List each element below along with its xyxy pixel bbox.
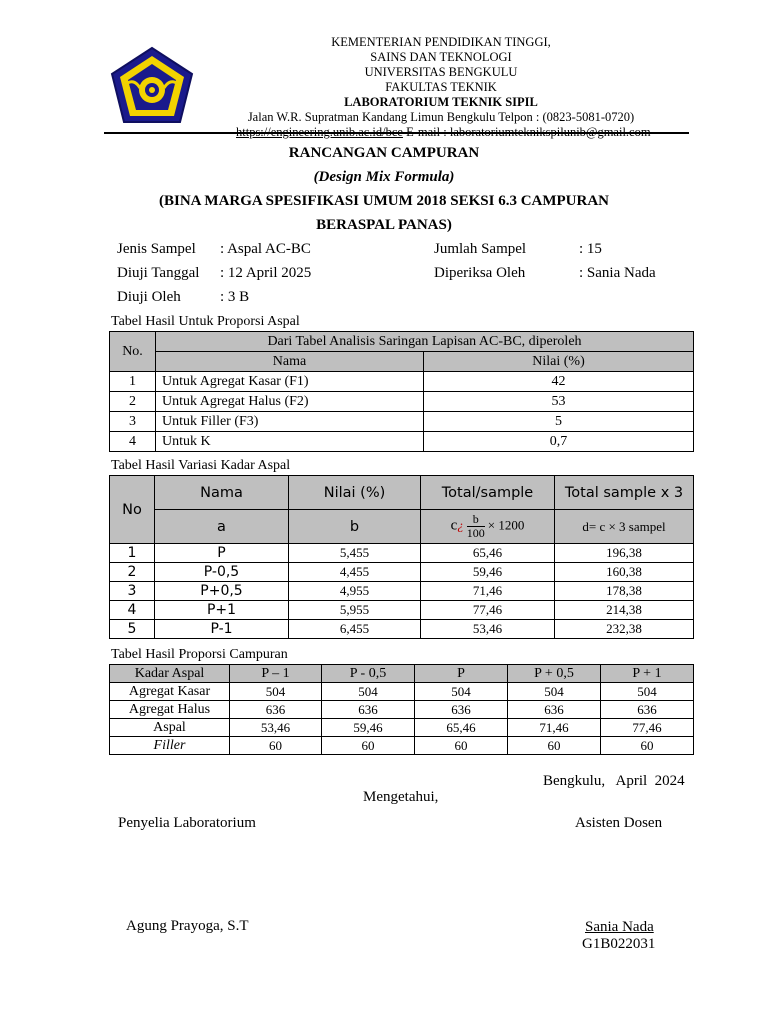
cell-value: 60 xyxy=(230,737,322,755)
diuji-tanggal-label: Diuji Tanggal xyxy=(117,265,200,281)
fraction-numerator: b xyxy=(467,513,485,527)
right-signer-role: Asisten Dosen xyxy=(575,815,663,831)
cell-nama: P-0,5 xyxy=(155,563,289,582)
cell-no: 3 xyxy=(110,582,155,601)
cell-total: 65,46 xyxy=(421,544,555,563)
cell-value: 59,46 xyxy=(322,719,415,737)
diuji-oleh-label: Diuji Oleh xyxy=(117,289,181,305)
jumlah-sampel-value: : 15 xyxy=(579,241,602,257)
header-kadar-aspal: Kadar Aspal xyxy=(110,665,230,683)
email-label: E-mail : xyxy=(402,125,450,139)
cell-nilai: 5,955 xyxy=(289,601,421,620)
fraction-denominator: 100 xyxy=(466,526,485,540)
cell-total: 77,46 xyxy=(421,601,555,620)
cell-value: 504 xyxy=(508,683,601,701)
cell-nama: Untuk K xyxy=(156,432,424,452)
cell-value: 77,46 xyxy=(601,719,694,737)
table-row xyxy=(110,563,694,582)
cell-nama: Untuk Filler (F3) xyxy=(156,412,424,432)
header-p-plus-1: P + 1 xyxy=(601,665,694,683)
sub-header-a: a xyxy=(155,510,289,544)
cell-value: 636 xyxy=(322,701,415,719)
left-signer-role: Penyelia Laboratorium xyxy=(118,815,256,831)
cell-total3: 232,38 xyxy=(555,620,694,639)
institution-header xyxy=(236,35,651,140)
cell-total: 71,46 xyxy=(421,582,555,601)
cell-no: 4 xyxy=(110,432,156,452)
cell-nilai: 42 xyxy=(424,372,694,392)
cell-no: 3 xyxy=(110,412,156,432)
col-nilai-header: Nilai (%) xyxy=(289,476,421,510)
website-link[interactable]: https://engineering.unib.ac.id/bce xyxy=(236,125,403,139)
col-nilai-header: Nilai (%) xyxy=(424,352,694,372)
email-link[interactable]: laboratoriumteknikspilunib@gmail.com xyxy=(449,125,651,139)
address: Jalan W.R. Supratman Kandang Limun Bengkulu Telpon : (0823-5081-0720) xyxy=(247,110,635,124)
table-row xyxy=(110,683,694,701)
lab-name: LABORATORIUM TEKNIK SIPIL xyxy=(344,95,538,109)
cell-value: 504 xyxy=(601,683,694,701)
table-row xyxy=(110,701,694,719)
doc-spec-line-1: (BINA MARGA SPESIFIKASI UMUM 2018 SEKSI 6.3 CAMPURAN xyxy=(158,193,610,209)
cell-nama: P-1 xyxy=(155,620,289,639)
diuji-oleh-value: : 3 B xyxy=(220,289,250,305)
row-label: Aspal xyxy=(110,719,230,737)
row-label: Agregat Kasar xyxy=(110,683,230,701)
cell-total3: 214,38 xyxy=(555,601,694,620)
cell-total: 53,46 xyxy=(421,620,555,639)
cell-value: 53,46 xyxy=(230,719,322,737)
mix-proportion-table xyxy=(109,664,694,755)
cell-nama: P+0,5 xyxy=(155,582,289,601)
table-row xyxy=(110,392,694,412)
table-row xyxy=(110,412,694,432)
formula-c-post: × 1200 xyxy=(487,517,525,533)
table-row xyxy=(110,432,694,452)
cell-no: 4 xyxy=(110,601,155,620)
cell-nama: Untuk Agregat Halus (F2) xyxy=(156,392,424,412)
jumlah-sampel-label: Jumlah Sampel xyxy=(434,241,527,257)
cell-nama: P+1 xyxy=(155,601,289,620)
formula-c-glyph: ¿ xyxy=(457,517,464,533)
header-line-3: UNIVERSITAS BENGKULU xyxy=(364,65,518,79)
diperiksa-value: : Sania Nada xyxy=(579,265,656,281)
diuji-tanggal-value: : 12 April 2025 xyxy=(220,265,312,281)
cell-value: 65,46 xyxy=(415,719,508,737)
header-p: P xyxy=(415,665,508,683)
doc-title: RANCANGAN CAMPURAN xyxy=(288,145,480,161)
cell-value: 636 xyxy=(230,701,322,719)
cell-value: 636 xyxy=(601,701,694,719)
col-total3-header: Total sample x 3 xyxy=(555,476,694,510)
place-date: Bengkulu, April 2024 xyxy=(543,773,685,789)
table-row xyxy=(110,601,694,620)
cell-nilai: 6,455 xyxy=(289,620,421,639)
formula-c-pre: c xyxy=(450,517,458,534)
cell-no: 1 xyxy=(110,544,155,563)
cell-value: 60 xyxy=(508,737,601,755)
cell-no: 5 xyxy=(110,620,155,639)
col-nama-header: Nama xyxy=(155,476,289,510)
doc-subtitle: (Design Mix Formula) xyxy=(313,169,455,185)
cell-value: 636 xyxy=(415,701,508,719)
university-logo xyxy=(104,44,200,132)
doc-spec-line-2: BERASPAL PANAS) xyxy=(316,217,452,233)
asphalt-variation-table xyxy=(109,475,694,639)
row-label: Agregat Halus xyxy=(110,701,230,719)
table1-caption: Tabel Hasil Untuk Proporsi Aspal xyxy=(111,314,300,329)
cell-value: 60 xyxy=(601,737,694,755)
cell-value: 504 xyxy=(415,683,508,701)
asphal-proportion-table xyxy=(109,331,694,452)
cell-total3: 178,38 xyxy=(555,582,694,601)
table-row xyxy=(110,737,694,755)
diperiksa-label: Diperiksa Oleh xyxy=(434,265,526,281)
cell-value: 60 xyxy=(415,737,508,755)
cell-nilai: 53 xyxy=(424,392,694,412)
table-row xyxy=(110,620,694,639)
cell-value: 504 xyxy=(230,683,322,701)
header-p-minus-05: P - 0,5 xyxy=(322,665,415,683)
table2-caption: Tabel Hasil Variasi Kadar Aspal xyxy=(111,458,291,473)
cell-no: 2 xyxy=(110,392,156,412)
right-signer-name: Sania Nada xyxy=(585,919,654,935)
mengetahui: Mengetahui, xyxy=(363,789,439,805)
cell-nama: Untuk Agregat Kasar (F1) xyxy=(156,372,424,392)
table3-caption: Tabel Hasil Proporsi Campuran xyxy=(111,647,288,662)
header-divider xyxy=(104,132,689,134)
header-line-4: FAKULTAS TEKNIK xyxy=(385,80,497,94)
table-row xyxy=(110,719,694,737)
header-line-2: SAINS DAN TEKNOLOGI xyxy=(370,50,512,64)
sub-header-b: b xyxy=(289,510,421,544)
header-p-plus-05: P + 0,5 xyxy=(508,665,601,683)
cell-total3: 196,38 xyxy=(555,544,694,563)
right-signer-id: G1B022031 xyxy=(582,936,656,952)
cell-nilai: 0,7 xyxy=(424,432,694,452)
col-no-header: No xyxy=(110,476,155,544)
cell-total: 59,46 xyxy=(421,563,555,582)
table-row xyxy=(110,372,694,392)
cell-value: 60 xyxy=(322,737,415,755)
col-total-header: Total/sample xyxy=(421,476,555,510)
left-signer-name: Agung Prayoga, S.T xyxy=(126,918,249,934)
cell-total3: 160,38 xyxy=(555,563,694,582)
cell-no: 2 xyxy=(110,563,155,582)
header-line-1: KEMENTERIAN PENDIDIKAN TINGGI, xyxy=(331,35,551,49)
table-row xyxy=(110,544,694,563)
fraction xyxy=(467,513,485,540)
jenis-sampel-label: Jenis Sampel xyxy=(117,241,196,257)
cell-value: 71,46 xyxy=(508,719,601,737)
cell-no: 1 xyxy=(110,372,156,392)
row-label: Filler xyxy=(110,737,230,755)
header-p-minus-1: P – 1 xyxy=(230,665,322,683)
cell-nilai: 4,955 xyxy=(289,582,421,601)
cell-nilai: 5 xyxy=(424,412,694,432)
cell-nilai: 5,455 xyxy=(289,544,421,563)
jenis-sampel-value: : Aspal AC-BC xyxy=(220,241,311,257)
cell-nama: P xyxy=(155,544,289,563)
formula-d: d= c × 3 sampel xyxy=(555,510,694,544)
table-row xyxy=(110,582,694,601)
col-nama-header: Nama xyxy=(156,352,424,372)
group-header: Dari Tabel Analisis Saringan Lapisan AC-BC, diperoleh xyxy=(156,332,694,352)
cell-value: 504 xyxy=(322,683,415,701)
formula-c xyxy=(421,510,555,544)
cell-nilai: 4,455 xyxy=(289,563,421,582)
col-no-header: No. xyxy=(110,332,156,372)
cell-value: 636 xyxy=(508,701,601,719)
